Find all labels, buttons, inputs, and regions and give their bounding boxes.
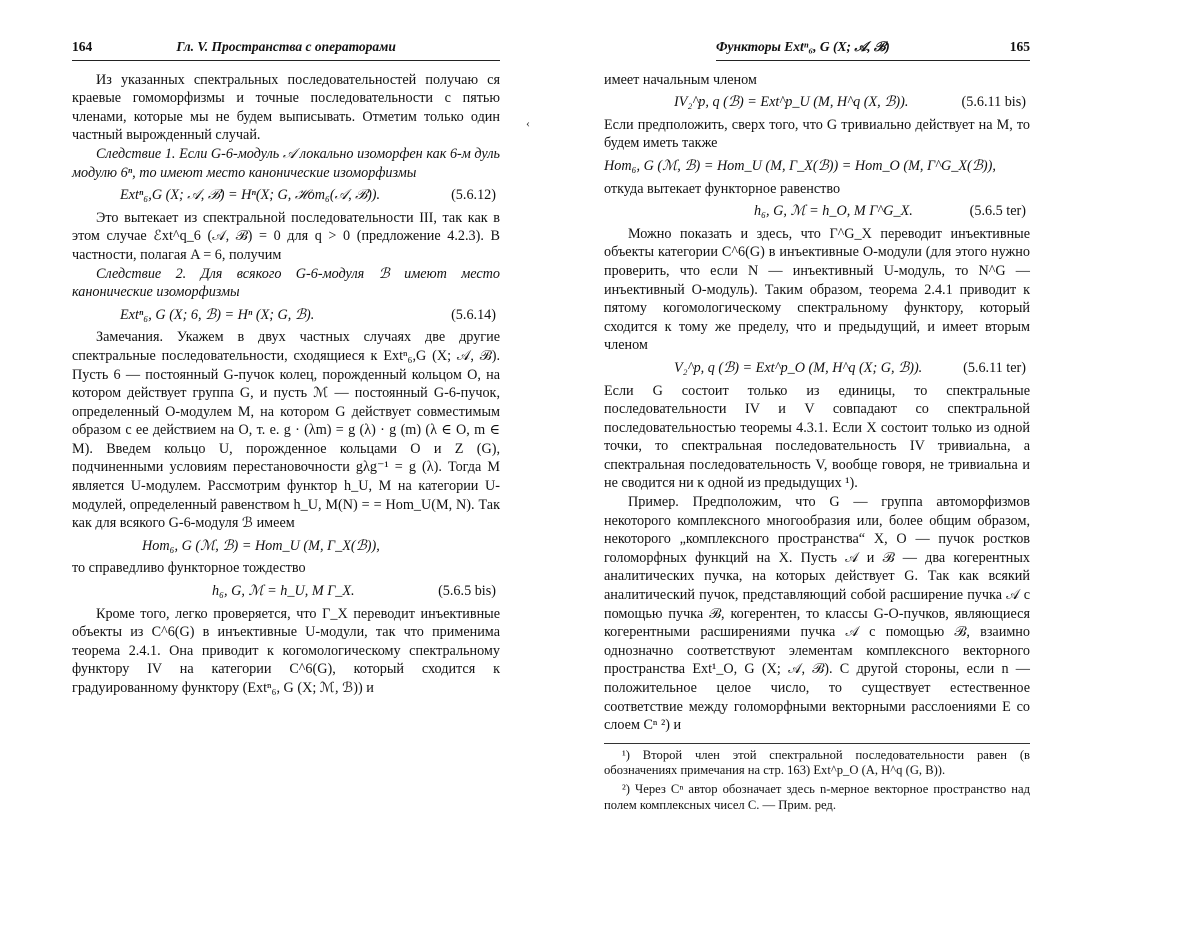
equation-5-6-12 bbox=[72, 186, 500, 205]
equation-5-6-5-bis-tag: (5.6.5 bis) bbox=[438, 583, 496, 600]
equation-hom-trivial-formula: Hom₆, G (ℳ, ℬ) = Hom_U (M, Γ_X(ℬ)) = Hom_O (M, Γ^G_X(ℬ)), bbox=[604, 157, 996, 174]
right-page-number: 165 bbox=[1009, 39, 1030, 54]
equation-5-6-11-ter-formula: V₂^p, q (ℬ) = Ext^p_O (M, H^q (X; G, ℬ)). bbox=[674, 359, 923, 376]
right-paragraph-4: Можно показать и здесь, что Γ^G_X переводит инъективные объекты категории C^6(G) в инъективные O-модули (для этого нужно проверить, что если N — инъективный U-модуль, то N^G — инъективный O-модуль). Таким образом, теорема 2.4.1 приводит к пятому когомологическому спектральному функтору, который сходится к тому же пределу, что и предыдущий, и имеет вторым членом bbox=[604, 225, 1030, 354]
right-running-head bbox=[716, 38, 1030, 61]
equation-5-6-5-ter-formula: h₆, G, ℳ = h_O, M Γ^G_X. bbox=[754, 203, 913, 220]
left-paragraph-2: Это вытекает из спектральной последовательности III, так как в этом случае ℰxt^q_6 (𝒜, ℬ) = 0 для q > 0 (предложение 4.2.3). В частности, полагая A = 6, получим bbox=[72, 209, 500, 263]
right-page bbox=[604, 38, 1030, 816]
equation-5-6-11-bis bbox=[604, 93, 1030, 112]
left-page-number: 164 bbox=[72, 39, 93, 54]
equation-5-6-5-bis-formula: h₆, G, ℳ = h_U, M Γ_X. bbox=[212, 583, 355, 600]
left-paragraph-4: то справедливо функторное тождество bbox=[72, 560, 306, 577]
equation-5-6-12-tag: (5.6.12) bbox=[451, 187, 496, 204]
corollary-1: Следствие 1. Если G-6-модуль 𝒜 локально изоморфен как 6-м дуль модулю 6ⁿ, то имеют место канонические изоморфизмы bbox=[72, 145, 500, 181]
equation-5-6-11-ter-tag: (5.6.11 ter) bbox=[963, 359, 1026, 376]
equation-hom-trivial bbox=[604, 157, 1030, 176]
right-running-title: Функторы Extⁿ₆, G (X; 𝒜, ℬ) bbox=[716, 39, 890, 54]
equation-5-6-11-ter bbox=[604, 359, 1030, 378]
equation-5-6-14-tag: (5.6.14) bbox=[451, 306, 496, 323]
left-running-head bbox=[72, 38, 500, 61]
equation-5-6-12-formula: Extⁿ₆,G (X; 𝒜, ℬ) = Hⁿ(X; G, ℋom₆(𝒜, ℬ)). bbox=[120, 187, 381, 204]
left-running-title: Гл. V. Пространства с операторами bbox=[176, 39, 396, 54]
equation-5-6-14-formula: Extⁿ₆, G (X; 6, ℬ) = Hⁿ (X; G, ℬ). bbox=[120, 306, 315, 323]
corollary-2: Следствие 2. Для всякого G-6-модуля ℬ имеют место канонические изоморфизмы bbox=[72, 265, 500, 301]
left-paragraph-5: Кроме того, легко проверяется, что Γ_X переводит инъективные объекты из C^6(G) в инъективные U-модули, так что применима теорема 2.4.1. Она приводит к когомологическому спектральному функтору IV на категории C^6(G), который сходится к градуированному функтору (Extⁿ₆, G (X; ℳ, ℬ)) и bbox=[72, 605, 500, 696]
right-paragraph-3: откуда вытекает функторное равенство bbox=[604, 180, 841, 197]
right-paragraph-1: имеет начальным членом bbox=[604, 71, 757, 88]
equation-hom-formula: Hom₆, G (ℳ, ℬ) = Hom_U (M, Γ_X(ℬ)), bbox=[142, 537, 380, 554]
left-paragraph-1: Из указанных спектральных последовательностей получаю ся краевые гомоморфизмы и точные последовательности с пятью членами, которые мы не будем выписывать. Отметим только один частный вырожденный случай. bbox=[72, 71, 500, 144]
left-page bbox=[72, 38, 500, 698]
equation-5-6-5-ter-tag: (5.6.5 ter) bbox=[969, 203, 1026, 220]
equation-5-6-5-ter bbox=[604, 202, 1030, 221]
right-paragraph-2: Если предположить, сверх того, что G тривиально действует на M, то будем иметь также bbox=[604, 116, 1030, 152]
equation-5-6-11-bis-formula: IV₂^p, q (ℬ) = Ext^p_U (M, H^q (X, ℬ)). bbox=[674, 94, 909, 111]
equation-hom bbox=[72, 537, 500, 556]
remarks-paragraph: Замечания. Укажем в двух частных случаях две другие спектральные последовательности, сходящиеся к Extⁿ₆,G (X; 𝒜, ℬ). Пусть 6 — постоянный G-пучок колец, порожденный кольцом O, на котором действует группа G, и пусть ℳ — постоянный G-6-пучок, определенный O-модулем M, на котором G действует совместимым образом с ее действием на O, т. е. g · (λm) = g (λ) · g (m) (λ ∈ O, m ∈ M). Введем кольцо U, порожденное кольцами O и Z (G), подчиненными условиям перестановочности gλg⁻¹ = g (λ). Тогда M является U-модулем. Рассмотрим функтор h_U, M на категории U-модулей, определенный равенством h_U, M(N) = = Hom_U(M, N). Так как для всякого G-6-модуля ℬ имеем bbox=[72, 329, 500, 532]
footnotes bbox=[604, 743, 1030, 813]
equation-5-6-5-bis bbox=[72, 582, 500, 601]
equation-5-6-11-bis-tag: (5.6.11 bis) bbox=[961, 94, 1026, 111]
footnote-1: ¹) Второй член этой спектральной последовательности равен (в обозначениях примечания на стр. 163) Ext^p_O (A, H^q (G, B)). bbox=[604, 747, 1030, 778]
footnote-2: ²) Через Cⁿ автор обозначает здесь n-мерное векторное пространство над полем комплексных чисел C. — Прим. ред. bbox=[604, 781, 1030, 812]
equation-5-6-14 bbox=[72, 306, 500, 325]
example-paragraph: Пример. Предположим, что G — группа автоморфизмов некоторого комплексного многообразия или, более общим образом, некоторого „комплексного пространства“ X, O — пучок ростков голоморфных функций на X. Пусть 𝒜 и ℬ — два когерентных аналитических пучка, на которых действует G. Так как всякий аналитический пучок, представляющий собой расширение пучка 𝒜 с помощью пучка ℬ, когерентен, то классы G-O-пучков, являющиеся когерентными расширениями пучка 𝒜 с помощью ℬ, взаимно однозначно соответствуют элементам комплексного векторного пространства Ext¹_O, G (X; 𝒜, ℬ). С другой стороны, если n — положительное целое число, то существует естественное соответствие между голоморфными векторными расслоениями E со слоем Cⁿ ²) и bbox=[604, 494, 1030, 734]
gutter-mark: ‹ bbox=[526, 116, 530, 130]
right-paragraph-5: Если G состоит только из единицы, то спектральные последовательности IV и V совпадают со спектральной последовательностью теоремы 4.3.1. Если X состоит только из одной точки, то спектральная последовательность IV тривиальна, а спектральная последовательность V, вообще говоря, не тривиальна и не сводится ни к одной из предыдущих ¹). bbox=[604, 382, 1030, 492]
